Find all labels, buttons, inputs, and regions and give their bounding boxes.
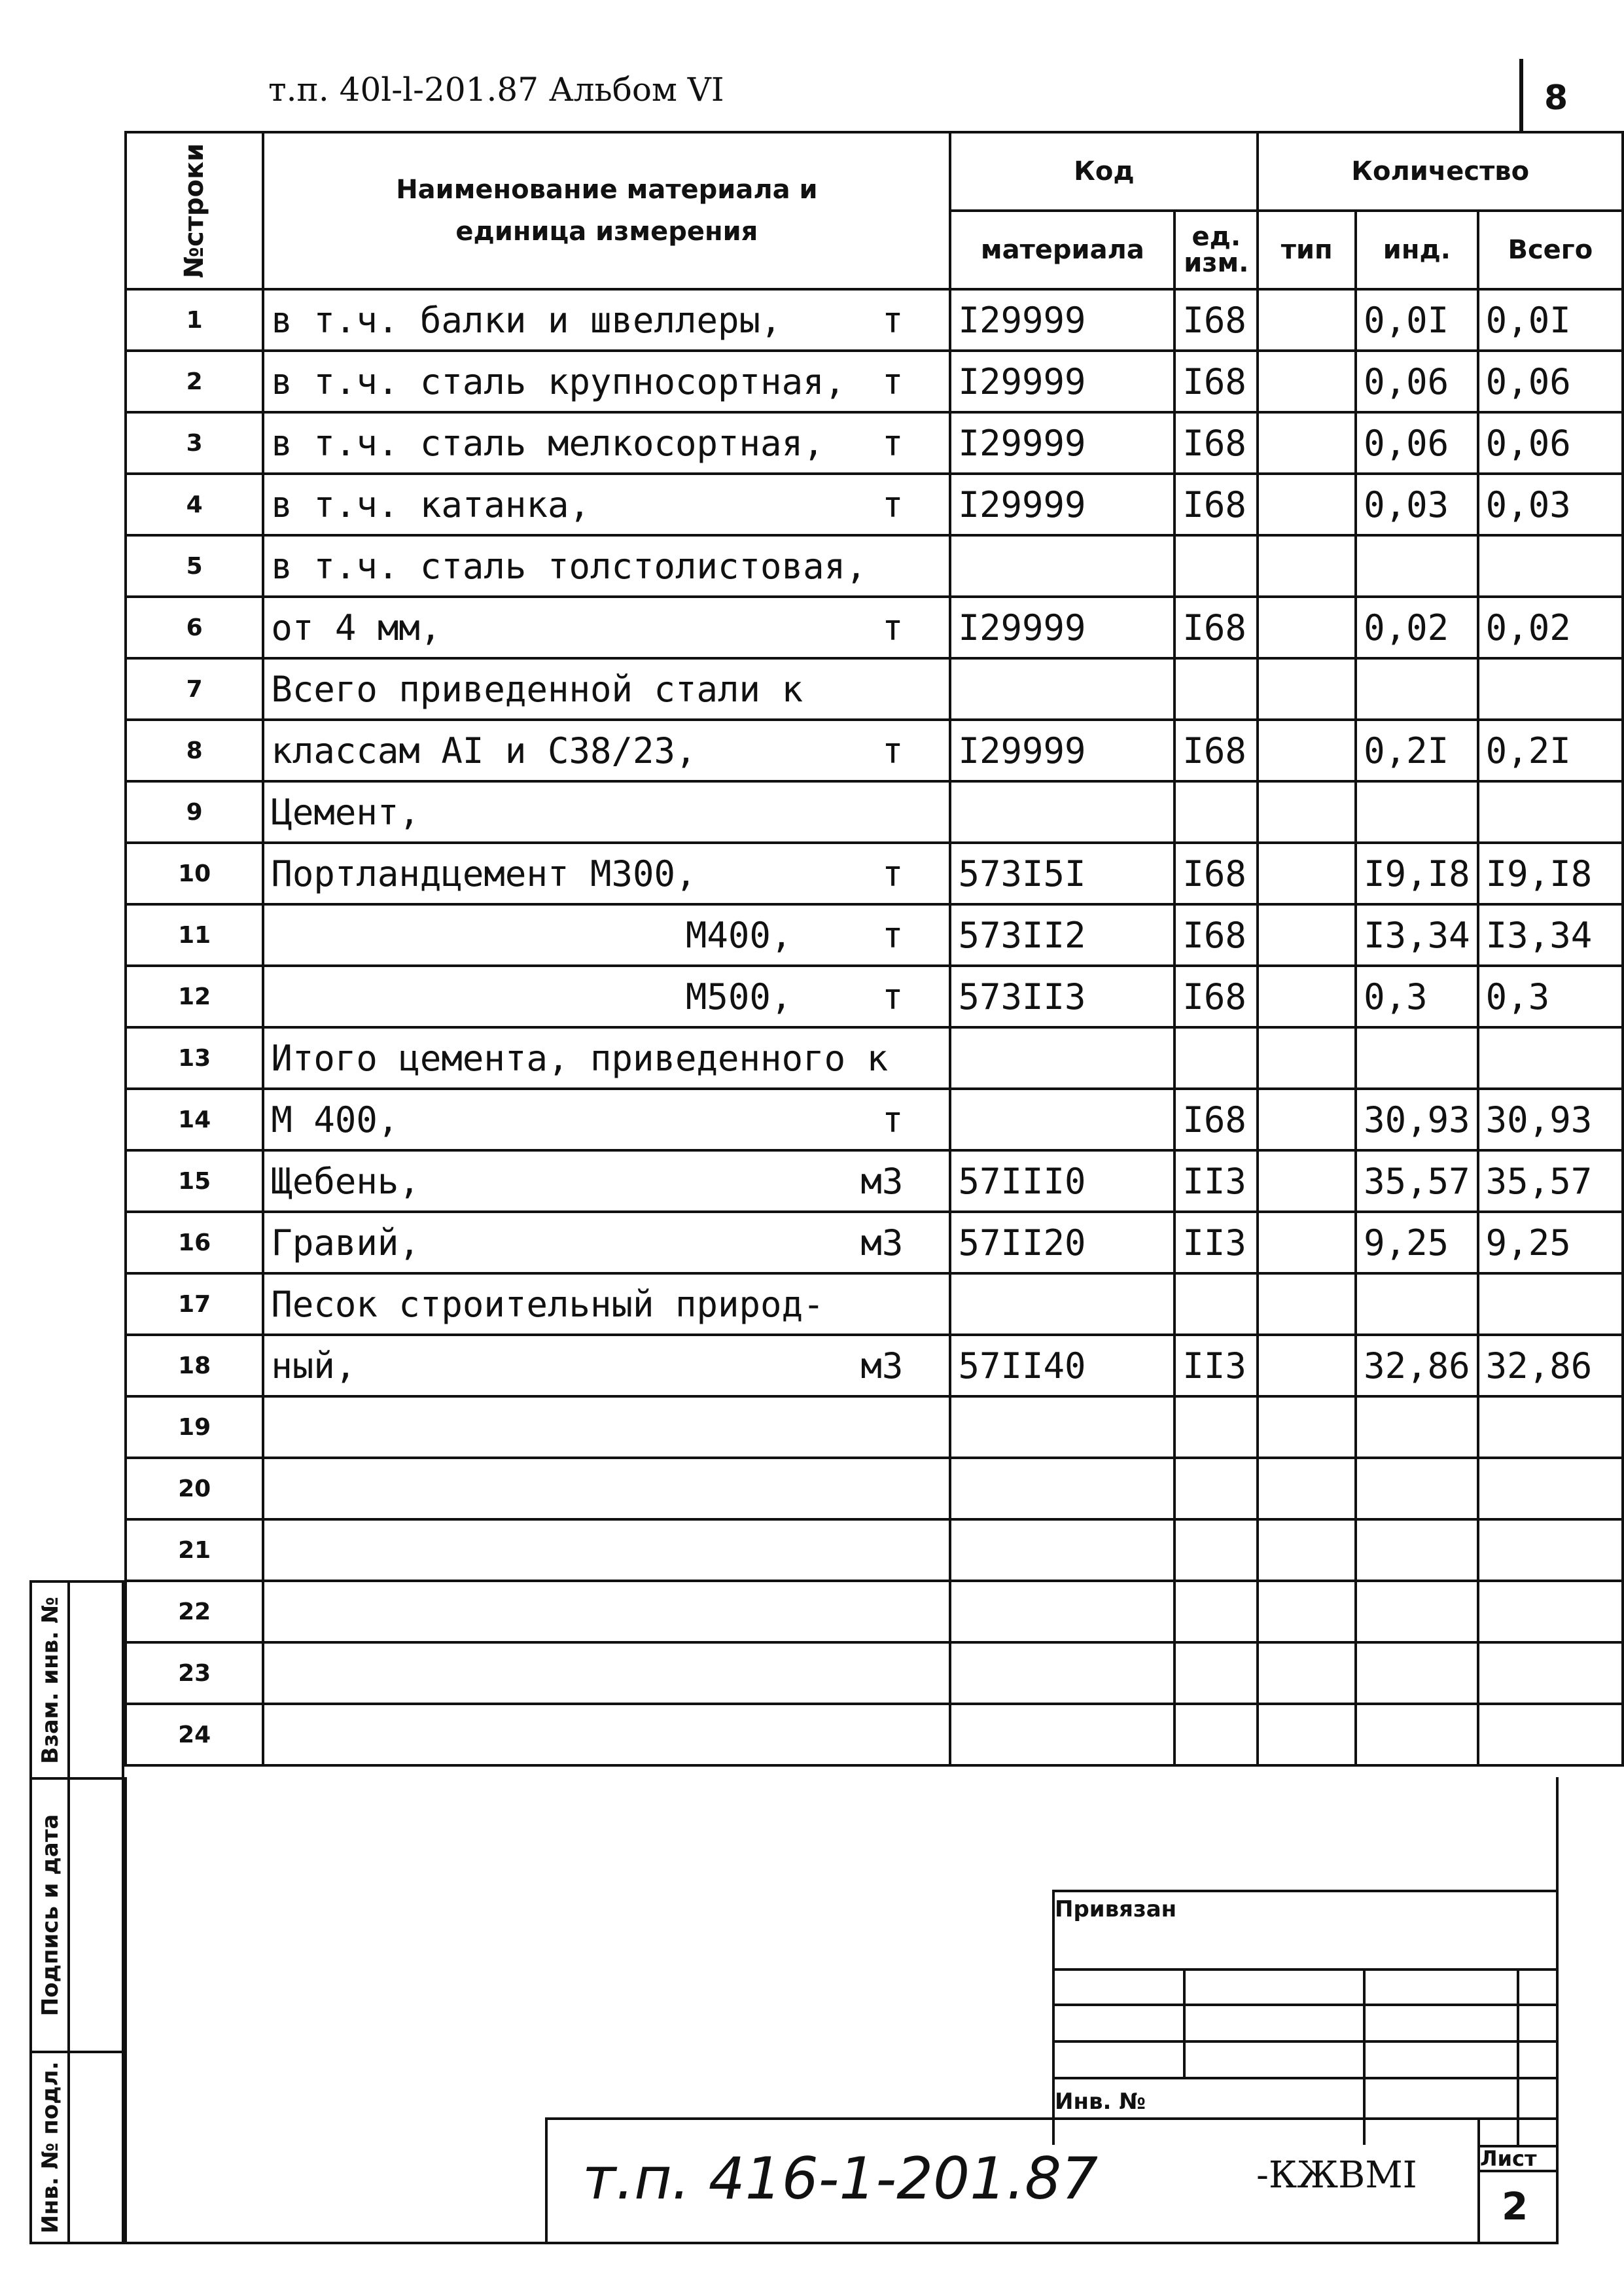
total-qty: 9,25	[1478, 1212, 1623, 1273]
row-number: 21	[126, 1519, 263, 1581]
table-row	[126, 597, 1623, 658]
material-code	[950, 1704, 1174, 1765]
material-code: I29999	[950, 289, 1174, 351]
total-qty-header: Всего	[1478, 211, 1623, 289]
unit-code: II3	[1174, 1150, 1258, 1212]
individual-qty	[1356, 1581, 1478, 1642]
total-qty: 0,3	[1478, 966, 1623, 1027]
total-qty	[1478, 1027, 1623, 1089]
material-name-text: в т.ч. катанка,	[271, 484, 590, 525]
material-code	[950, 1089, 1174, 1150]
unit-code	[1174, 1027, 1258, 1089]
material-name	[263, 843, 950, 904]
unit-of-measure: м3	[860, 1222, 904, 1263]
material-name	[263, 351, 950, 412]
individual-qty: I9,I8	[1356, 843, 1478, 904]
individual-qty: 0,03	[1356, 474, 1478, 535]
code-group-header: Код	[950, 132, 1258, 211]
unit-code: II3	[1174, 1212, 1258, 1273]
individual-qty	[1356, 658, 1478, 720]
unit-of-measure: т	[881, 422, 904, 464]
type-qty	[1258, 1458, 1356, 1519]
frame-right	[1556, 1777, 1559, 2244]
individual-qty-header: инд.	[1356, 211, 1478, 289]
total-qty: I3,34	[1478, 904, 1623, 966]
material-code: 57II40	[950, 1335, 1174, 1396]
replace-inventory-label: Взам. инв. №	[37, 1596, 63, 1764]
type-qty	[1258, 843, 1356, 904]
unit-code	[1174, 1458, 1258, 1519]
replace-inventory-field	[29, 1580, 124, 1780]
material-name	[263, 1273, 950, 1335]
material-name	[263, 289, 950, 351]
type-qty	[1258, 597, 1356, 658]
unit-code	[1174, 658, 1258, 720]
individual-qty: 0,2I	[1356, 720, 1478, 781]
type-qty	[1258, 1519, 1356, 1581]
table-row	[126, 289, 1623, 351]
sheet-number: 2	[1502, 2184, 1528, 2229]
table-row	[126, 1704, 1623, 1765]
unit-of-measure: т	[881, 361, 904, 402]
unit-of-measure: т	[881, 853, 904, 894]
material-code	[950, 1642, 1174, 1704]
material-name	[263, 535, 950, 597]
total-qty	[1478, 658, 1623, 720]
material-name-text: Цемент,	[271, 791, 420, 833]
unit-code: I68	[1174, 289, 1258, 351]
material-name-text: классам AI и C38/23,	[271, 730, 697, 771]
material-code: I29999	[950, 474, 1174, 535]
row-number: 13	[126, 1027, 263, 1089]
table-row	[126, 904, 1623, 966]
row-number: 10	[126, 843, 263, 904]
material-name-text: в т.ч. сталь крупносортная,	[271, 361, 846, 402]
total-qty: 35,57	[1478, 1150, 1623, 1212]
material-code: 573II2	[950, 904, 1174, 966]
type-qty	[1258, 1273, 1356, 1335]
material-name-text: в т.ч. сталь мелкосортная,	[271, 422, 824, 464]
material-name-text: в т.ч. сталь толстолистовая,	[271, 545, 867, 587]
material-name	[263, 1212, 950, 1273]
type-qty	[1258, 1704, 1356, 1765]
material-name-text: Портландцемент М300,	[271, 853, 697, 894]
material-code	[950, 1581, 1174, 1642]
sheet-label: Лист	[1480, 2146, 1537, 2171]
unit-of-measure: т	[881, 1099, 904, 1140]
material-name-header: Наименование материала и единица измерения	[263, 132, 950, 289]
type-qty	[1258, 720, 1356, 781]
type-qty	[1258, 781, 1356, 843]
row-number: 19	[126, 1396, 263, 1458]
original-inventory-field	[29, 2051, 124, 2244]
table-row	[126, 1396, 1623, 1458]
type-qty	[1258, 1642, 1356, 1704]
material-name-text: М400,	[685, 914, 792, 956]
material-name-text: Гравий,	[271, 1222, 420, 1263]
material-name	[263, 1150, 950, 1212]
table-row	[126, 1519, 1623, 1581]
material-name-text: Всего приведенной стали к	[271, 668, 803, 710]
individual-qty: 9,25	[1356, 1212, 1478, 1273]
material-code	[950, 1027, 1174, 1089]
total-qty: 0,06	[1478, 351, 1623, 412]
total-qty: I9,I8	[1478, 843, 1623, 904]
type-qty	[1258, 474, 1356, 535]
row-number: 16	[126, 1212, 263, 1273]
total-qty	[1478, 781, 1623, 843]
table-row	[126, 1212, 1623, 1273]
individual-qty	[1356, 1396, 1478, 1458]
total-qty	[1478, 1642, 1623, 1704]
row-number: 9	[126, 781, 263, 843]
row-number: 4	[126, 474, 263, 535]
material-code: I29999	[950, 720, 1174, 781]
unit-code	[1174, 1273, 1258, 1335]
table-row	[126, 412, 1623, 474]
individual-qty: 0,06	[1356, 351, 1478, 412]
document-code: т.п. 416-1-201.87	[582, 2145, 1099, 2212]
total-qty	[1478, 1396, 1623, 1458]
type-qty	[1258, 1212, 1356, 1273]
individual-qty	[1356, 1642, 1478, 1704]
table-row	[126, 720, 1623, 781]
total-qty: 0,02	[1478, 597, 1623, 658]
type-qty	[1258, 1089, 1356, 1150]
row-number: 3	[126, 412, 263, 474]
table-row	[126, 535, 1623, 597]
unit-of-measure: т	[881, 299, 904, 341]
margin-rule	[1519, 59, 1523, 131]
unit-code: I68	[1174, 474, 1258, 535]
table-row	[126, 658, 1623, 720]
material-name	[263, 1458, 950, 1519]
type-qty	[1258, 412, 1356, 474]
unit-code: I68	[1174, 351, 1258, 412]
type-qty	[1258, 1150, 1356, 1212]
unit-of-measure: т	[881, 914, 904, 956]
material-name	[263, 1519, 950, 1581]
type-qty	[1258, 658, 1356, 720]
unit-of-measure: т	[881, 484, 904, 525]
row-number: 20	[126, 1458, 263, 1519]
row-number: 22	[126, 1581, 263, 1642]
table-row	[126, 843, 1623, 904]
individual-qty	[1356, 1273, 1478, 1335]
individual-qty	[1356, 781, 1478, 843]
table-row	[126, 474, 1623, 535]
type-qty-header: тип	[1258, 211, 1356, 289]
table-row	[126, 351, 1623, 412]
material-name	[263, 658, 950, 720]
table-row	[126, 1642, 1623, 1704]
material-code: 57II20	[950, 1212, 1174, 1273]
type-qty	[1258, 289, 1356, 351]
material-name	[263, 1581, 950, 1642]
row-number: 18	[126, 1335, 263, 1396]
row-number: 24	[126, 1704, 263, 1765]
signature-date-label: Подпись и дата	[37, 1814, 63, 2017]
material-code: 57III0	[950, 1150, 1174, 1212]
type-qty	[1258, 904, 1356, 966]
individual-qty: 0,02	[1356, 597, 1478, 658]
unit-code	[1174, 1519, 1258, 1581]
total-qty: 32,86	[1478, 1335, 1623, 1396]
material-code: I29999	[950, 597, 1174, 658]
material-name-text: М 400,	[271, 1099, 399, 1140]
total-qty	[1478, 1519, 1623, 1581]
unit-code	[1174, 1396, 1258, 1458]
original-inventory-label: Инв. № подл.	[37, 2061, 63, 2234]
unit-code: I68	[1174, 1089, 1258, 1150]
total-qty: 0,2I	[1478, 720, 1623, 781]
individual-qty	[1356, 1519, 1478, 1581]
material-name-text: в т.ч. балки и швеллеры,	[271, 299, 782, 341]
material-code: I29999	[950, 351, 1174, 412]
row-number: 11	[126, 904, 263, 966]
frame-bottom	[124, 2242, 1559, 2244]
individual-qty	[1356, 1704, 1478, 1765]
row-number: 17	[126, 1273, 263, 1335]
total-qty	[1478, 1273, 1623, 1335]
type-qty	[1258, 535, 1356, 597]
frame-left	[124, 1777, 127, 2244]
individual-qty	[1356, 1027, 1478, 1089]
total-qty	[1478, 1581, 1623, 1642]
table-row	[126, 1089, 1623, 1150]
unit-of-measure: м3	[860, 1345, 904, 1386]
material-name	[263, 474, 950, 535]
type-qty	[1258, 1396, 1356, 1458]
row-number: 8	[126, 720, 263, 781]
type-qty	[1258, 1335, 1356, 1396]
type-qty	[1258, 1027, 1356, 1089]
material-name	[263, 904, 950, 966]
inventory-number-label: Инв. №	[1055, 2089, 1146, 2115]
unit-code: II3	[1174, 1335, 1258, 1396]
individual-qty	[1356, 535, 1478, 597]
unit-code: I68	[1174, 720, 1258, 781]
material-name-text: от 4 мм,	[271, 607, 442, 648]
material-name	[263, 412, 950, 474]
table-row	[126, 1273, 1623, 1335]
material-code	[950, 1273, 1174, 1335]
material-code	[950, 535, 1174, 597]
row-number: 12	[126, 966, 263, 1027]
material-code	[950, 658, 1174, 720]
individual-qty	[1356, 1458, 1478, 1519]
material-name	[263, 720, 950, 781]
unit-code	[1174, 1642, 1258, 1704]
individual-qty: 0,0I	[1356, 289, 1478, 351]
table-row	[126, 1458, 1623, 1519]
unit-of-measure: т	[881, 976, 904, 1017]
material-code: 573I5I	[950, 843, 1174, 904]
material-name-text: М500,	[685, 976, 792, 1017]
total-qty	[1478, 1458, 1623, 1519]
individual-qty: I3,34	[1356, 904, 1478, 966]
material-name	[263, 966, 950, 1027]
total-qty: 30,93	[1478, 1089, 1623, 1150]
material-name-text: Песок строительный природ-	[271, 1283, 824, 1325]
type-qty	[1258, 966, 1356, 1027]
individual-qty: 35,57	[1356, 1150, 1478, 1212]
unit-code	[1174, 781, 1258, 843]
materials-table	[124, 131, 1624, 1767]
unit-code	[1174, 1704, 1258, 1765]
type-qty	[1258, 1581, 1356, 1642]
total-qty: 0,0I	[1478, 289, 1623, 351]
table-row	[126, 1027, 1623, 1089]
table-row	[126, 1335, 1623, 1396]
material-name-text: Итого цемента, приведенного к	[271, 1037, 889, 1079]
material-name	[263, 1396, 950, 1458]
unit-of-measure: м3	[860, 1160, 904, 1202]
material-name	[263, 781, 950, 843]
table-row	[126, 1150, 1623, 1212]
row-number-header: №строки	[126, 132, 263, 289]
table-row	[126, 781, 1623, 843]
material-name	[263, 597, 950, 658]
unit-code: I68	[1174, 904, 1258, 966]
individual-qty: 0,3	[1356, 966, 1478, 1027]
unit-code: I68	[1174, 966, 1258, 1027]
album-header: т.п. 40l-l-201.87 Альбом VI	[268, 71, 724, 109]
material-name	[263, 1642, 950, 1704]
material-name	[263, 1335, 950, 1396]
table-row	[126, 1581, 1623, 1642]
material-name	[263, 1027, 950, 1089]
unit-code: I68	[1174, 597, 1258, 658]
corner-mark: 8	[1544, 79, 1568, 118]
row-number: 14	[126, 1089, 263, 1150]
material-name-text: Щебень,	[271, 1160, 420, 1202]
total-qty	[1478, 535, 1623, 597]
row-number: 7	[126, 658, 263, 720]
material-code: 573II3	[950, 966, 1174, 1027]
total-qty	[1478, 1704, 1623, 1765]
material-code: I29999	[950, 412, 1174, 474]
material-name-text: ный,	[271, 1345, 357, 1386]
material-code-header: материала	[950, 211, 1174, 289]
individual-qty: 32,86	[1356, 1335, 1478, 1396]
unit-code	[1174, 535, 1258, 597]
row-number: 2	[126, 351, 263, 412]
material-code	[950, 1458, 1174, 1519]
total-qty: 0,06	[1478, 412, 1623, 474]
material-code	[950, 1519, 1174, 1581]
material-name	[263, 1704, 950, 1765]
type-qty	[1258, 351, 1356, 412]
row-number: 15	[126, 1150, 263, 1212]
row-number: 1	[126, 289, 263, 351]
individual-qty: 30,93	[1356, 1089, 1478, 1150]
attached-label: Привязан	[1055, 1896, 1177, 1922]
individual-qty: 0,06	[1356, 412, 1478, 474]
total-qty: 0,03	[1478, 474, 1623, 535]
row-number: 23	[126, 1642, 263, 1704]
table-row	[126, 966, 1623, 1027]
row-number: 6	[126, 597, 263, 658]
material-code	[950, 781, 1174, 843]
document-suffix: -КЖВМI	[1256, 2154, 1417, 2197]
unit-of-measure: т	[881, 730, 904, 771]
quantity-group-header: Количество	[1258, 132, 1623, 211]
material-code	[950, 1396, 1174, 1458]
unit-code	[1174, 1581, 1258, 1642]
unit-code: I68	[1174, 412, 1258, 474]
unit-of-measure: т	[881, 607, 904, 648]
unit-code: I68	[1174, 843, 1258, 904]
signature-date-field	[29, 1777, 124, 2053]
material-name	[263, 1089, 950, 1150]
unit-code-header: ед. изм.	[1174, 211, 1258, 289]
row-number: 5	[126, 535, 263, 597]
